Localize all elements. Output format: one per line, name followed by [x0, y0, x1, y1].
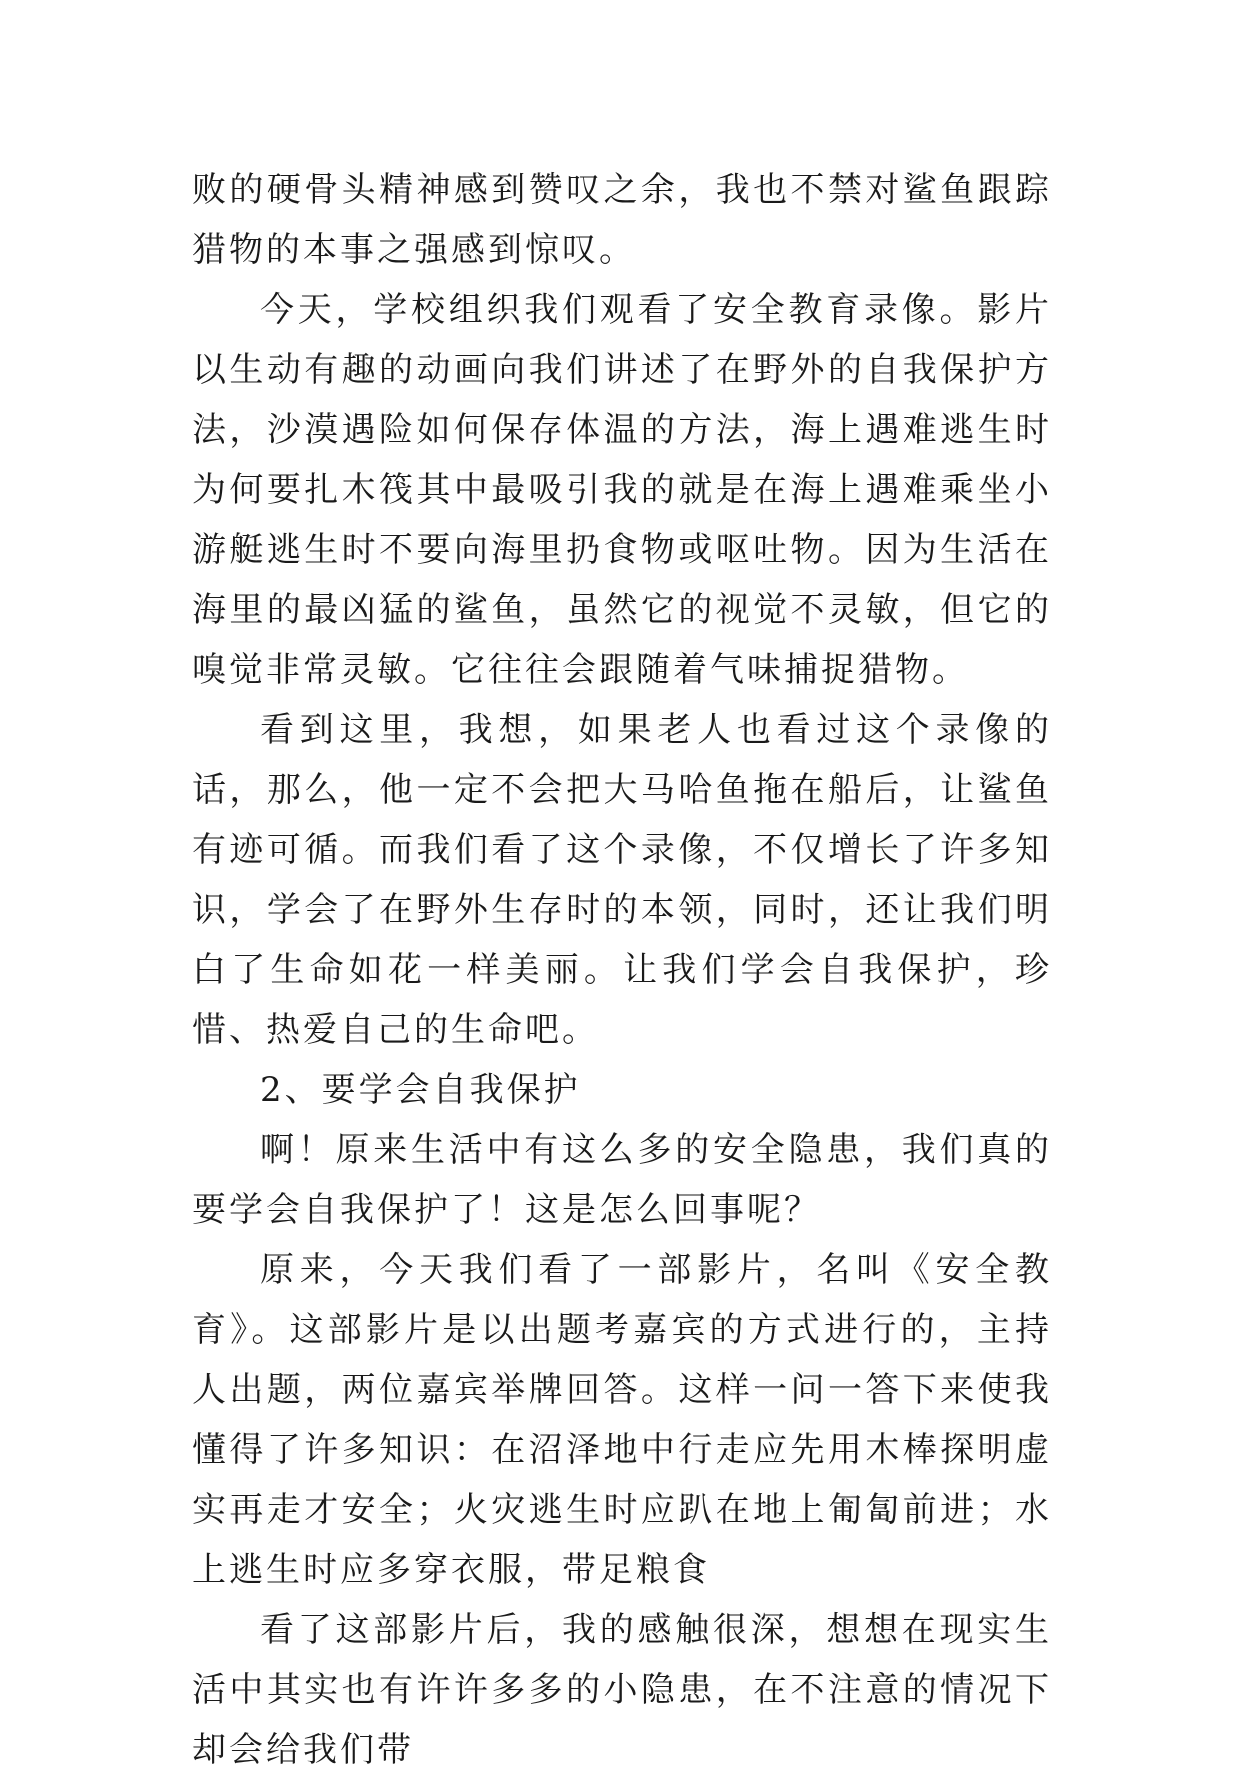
paragraph: 今天，学校组织我们观看了安全教育录像。影片以生动有趣的动画向我们讲述了在野外的自我保护方法，沙漠遇险如何保存体温的方法，海上遇难逃生时为何要扎木筏其中最吸引我的就是在海上遇难乘坐小游艇逃生时不要向海里扔食物或呕吐物。因为生活在海里的最凶猛的鲨鱼，虽然它的视觉不灵敏，但它的嗅觉非常灵敏。它往往会跟随着气味捕捉猎物。: [192, 290, 1052, 690]
paragraph: 啊！原来生活中有这么多的安全隐患，我们真的要学会自我保护了！这是怎么回事呢？: [192, 1130, 1052, 1230]
paragraph: 原来，今天我们看了一部影片，名叫《安全教育》。这部影片是以出题考嘉宾的方式进行的，主持人出题，两位嘉宾举牌回答。这样一问一答下来使我懂得了许多知识：在沼泽地中行走应先用木棒探明虚实再走才安全；火灾逃生时应趴在地上匍匐前进；水上逃生时应多穿衣服，带足粮食: [192, 1250, 1052, 1590]
paragraph: 败的硬骨头精神感到赞叹之余，我也不禁对鲨鱼跟踪猎物的本事之强感到惊叹。: [192, 170, 1052, 270]
document-body: [192, 160, 1052, 1780]
paragraph: 看到这里，我想，如果老人也看过这个录像的话，那么，他一定不会把大马哈鱼拖在船后，让鲨鱼有迹可循。而我们看了这个录像，不仅增长了许多知识，学会了在野外生存时的本领，同时，还让我们明白了生命如花一样美丽。让我们学会自我保护，珍惜、热爱自己的生命吧。: [192, 710, 1052, 1050]
section-heading: 2、要学会自我保护: [260, 1070, 581, 1110]
paragraph: 看了这部影片后，我的感触很深，想想在现实生活中其实也有许许多多的小隐患，在不注意的情况下却会给我们带: [192, 1610, 1052, 1770]
